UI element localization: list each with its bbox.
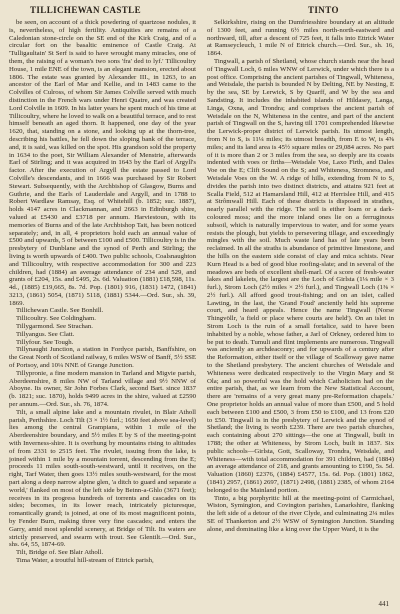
paragraph: Selkirkshire, rising on the Dumfriesshire boundary at an altitude of 1300 feet, and running 6½ miles north-north-eastward and northward, till, after a descent of 725 feet, it falls into Ettrick Water at Ramseycleuch, 1 mile N of Ettrick church.—Ord. Sur., sh. 16, 1864. [207,19,394,58]
left-column [9,19,196,565]
paragraph: Tillynaught Junction, a station in Fordyce parish, Banffshire, on the Great North of Scotland railway, 6 miles WSW of Banff, 5½ SSE of Portsoy, and 10¼ NNE of Grange Junction. [9,346,196,370]
paragraph: Tillygarmond. See Strachan. [16,323,93,331]
paragraph: Tinto, a big porphyritic hill at the meeting-point of Carmichael, Wiston, Symington, and Covington parishes, Lanarkshire, flanking the left side of a detour of the river Clyde, and culminating 2¼ miles SE of Thankerton and 2½ WSW of Symington Junction. Standing alone, and dominating like a king over the Upper Ward, it is the [207,494,394,533]
page-number: 441 [378,600,389,608]
paragraph: Tillyfour. See Tough. [16,338,74,346]
paragraph: Tilt, a small alpine lake and a mountain rivulet, in Blair Atholl parish, Perthshire. Loch Tilt (3 × 1½ furl.; 1650 feet above sea-level) lies among the central Grampians, within 1 mile of the Aberdeenshire boundary, and 5½ miles E by S of the meeting-point with Inverness-shire. It is overhung by mountains rising to altitudes of from 2331 to 2515 feet. The rivulet, issuing from the lake, is joined within 1 mile by a mountain torrent, descending from the E; proceeds 11 miles south-south-westward, until it receives, on the right, Tarf Water, then goes 13½ miles south-westward, for the most part along a deep narrow alpine glen, 'a ditch to guard and separate a world,' flanked on most of the left side by Beinn-a-Ghlo (3671 feet); receives in its progress hundreds of torrents and cascades on its sides; becomes, in its lower reach, intricately picturesque, romantically grand; is joined, at one of its most magnificent points, by Fender Burn, making three very fine cascades; and enters the Garry, amid most splendid scenery, at Bridge of Tilt. Its waters are strictly preserved, and swarm with trout. See Glentilt.—Ord. Sur., shs. 64, 55, 1874-69. [9,408,196,549]
paragraph: Tima Water, a troutful hill-stream of Ettrick parish, [16,556,154,564]
paragraph: Tingwall, a parish of Shetland, whose church stands near the head of Tingwall Loch, 6 miles WNW of Lerwick, under which there is a post office. Comprising the ancient parishes of Tingwall, Whiteness, and Weisdale, the parish is bounded N by Delting, NE by Nesting, E by the sea, SE by Lerwick, S by Quarff, and W by the sea and Sandsting. It includes the inhabited islands of Hildasey, Langa, Linga, Oxna, and Trondra; and comprises the ancient parish of Weisdale on the N, Whiteness in the centre, and part of the ancient parish of Tingwall on the S, having till 1701 comprehended likewise the Lerwick-proper district of Lerwick parish. Its utmost length, from N to S, is 11¼ miles; its utmost breadth, from E to W, is 4⅝ miles; and its land area is 45½ square miles or 29,084 acres. No part of it is more than 2 or 3 miles from the sea, so deeply are its coasts indented with voes or firths—Weisdale Voe, Laxo Firth, and Dales Voe on the E; Clift Sound on the S; and Whiteness, Stromness, and Weisdale Voes on the W. A ridge of hills, extending from N to S, divides the parish into two distinct districts, and attains 921 feet at Scalla Field, 512 at Hamarsland Hill, 412 at Herrislee Hill, and 415 at Strômwall Hill. Each of these districts is disposed in strathes, nearly parallel with the ridge. The soil is either loam or a dark-coloured moss; and the more inland ones lie on a ferruginous subsoil, which is naturally impervious to water, and for some years resists the plough, but yields to persevering tillage, and exceedingly mingles with the soil. Much waste land has of late years been reclaimed. In all the straths is abundance of primitive limestone, and the hills on the eastern side consist of clay and mica schists. Near Kurn Head is a bed of good blue roofing-slate; and in several of the meadows are beds of excellent shell-marl. Of a score of fresh-water lakes and lakelets, the largest are the Loch of Girlsta (1⅛ mile × 3 furl.), Strom Loch (2½ miles × 2½ furl.), and Tingwall Loch (1⅜ × 2½ furl.). All afford good trout-fishing; and on an islet, called Lawting, in the last, the 'Grand Foud' anciently held his supreme court, and heard appeals. Hence the name Tingwall (Norse Thingvöllr, 'a field or place where courts are held'). On an islet in Strom Loch is the ruin of a small fortalice, said to have been inhabited by a noble, whose father, a Jarl of Orkney, ordered him to be put to death. Tumuli and flint implements are numerous. Tingwall was anciently an archdeaconry; and for upwards of a century after the Reformation, either itself or the village of Scalloway gave name to the Shetland presbytery. The ancient churches of Weisdale and Whiteness were dedicated respectively to the Virgin Mary and St Ola; and so powerful was the hold which Catholicism had on the entire parish, that, as we learn from the New Statistical Account, there are 'remains of a very great many pre-Reformation chapels.' One proprietor holds an annual value of more than £500, and 5 hold each between £100 and £500, 3 from £50 to £100, and 13 from £20 to £50. Tingwall is in the presbytery of Lerwick and the synod of Shetland; the living is worth £239. There are two parish churches, each containing about 270 sittings—the one at Tingwall, built in 1788; the other at Whiteness, by Strom Loch, built in 1837. Six public schools—Girlsta, Gott, Scalloway, Trondra, Weisdale, and Whiteness—with total accommodation for 391 children, had (1884) an average attendance of 218, and grants amounting to £190, 5s. 5d. Valuation (1860) £2376, (1884) £4577, 15s. 6d. Pop. (1801) 1862, (1841) 2957, (1861) 2697, (1871) 2498, (1881) 2385, of whom 2164 belonged to the Mainland portion. [207,57,394,494]
paragraph: be seen, on account of a thick powdering of quartzose nodules, it is, nevertheless, of high fertility. Antiquities are remains of a Caledonian stone-circle on the SE end of the Kirk Craig, and of a circular fort on the basaltic eminence of Castle Craig. At 'Tulligaultain' St Serf is said to have wrought many miracles, one of them, the raising of a woman's two sons 'fra' ded to lyf.' Tillicoultry House, 1 mile ENE of the town, is an elegant mansion, erected about 1806. The estate was granted by Alexander III., in 1263, to an ancestor of the Earl of Mar and Kellie, and in 1483 came to the Colvilles of Culross, of whom Sir James Colville served with much distinction in the French wars under Henri Quatre, and was created Lord Colville in 1609. In his latter years he spent much of his time at Tillicoultry, where he loved to walk on a beautiful terrace, and to rest himself beneath an aged thorn. It happened, one day of the year 1620, that, standing on a stone, and looking up at the thorn-tree, describing his battles, he fell down the sloping bank of the terrace, and, it is said, was killed on the spot. His grandson sold the property in 1634 to the poet, Sir William Alexander of Menstrie, afterwards Earl of Stirling; and it was acquired in 1643 by the Earl of Argyll's factor. After the execution of Argyll the estate passed to Lord Colville's descendants, and in 1666 was purchased by Sir Robert Stewart. Subsequently, with the Archbishop of Glasgow, Burns and Guthrie, and the Earls of Lauderdale and Argyll, and in 1788 to Robert Wardlaw Ramsay, Esq. of Whitehill (b. 1852; suc. 1887), holds 4147 acres in Clackmannan, and 2663 in Edinburgh shire, valued at £5430 and £3718 per annum. Harviestoun, with its memories of Burns and of the late Archbishop Tait, has been noticed separately; and, in all, 4 proprietors hold each an annual value of £500 and upwards, 5 of between £100 and £500. Tillicoultry is in the presbytery of Dunblane and the synod of Perth and Stirling; the living is worth upwards of £400. Two public schools, Coalsnaughton and Tillicoultry, with respective accommodation for 300 and 223 children, had (1884) an average attendance of 234 and 529, and grants of £204, 15s. and £495, 2s. 6d. Valuation (1881) £18,598, 11s. 4d., (1885) £19,665, 8s. 7d. Pop. (1801) 916, (1831) 1472, (1841) 3213, (1861) 5054, (1871) 5118, (1881) 5344.—Ord. Sur., sh. 39, 1869. [9,19,196,307]
paragraph: Tillicoultry. See Coldingham. [16,315,96,323]
paragraph: Tillyangus. See Clatt. [16,330,75,338]
right-column [207,19,394,534]
paragraph: Tilt, Bridge of. See Blair Atholl. [16,549,104,557]
header-left: TILLICHEWAN CASTLE [30,5,141,15]
paragraph: Tillichewan Castle. See Bonhill. [16,307,104,315]
paragraph: Tillypronie, a fine modern mansion in Tarland and Migvie parish, Aberdeenshire, 8 miles NW of Tarland village and 9½ NNW of Aboyne. Its owner, Sir John Forbes Clark, second Bart. since 1837 (b. 1821; suc. 1870), holds 9499 acres in the shire, valued at £2590 per annum.—Ord. Sur., sh. 76, 1874. [9,369,196,409]
running-header [10,5,390,17]
header-right: TINTO [308,5,339,15]
